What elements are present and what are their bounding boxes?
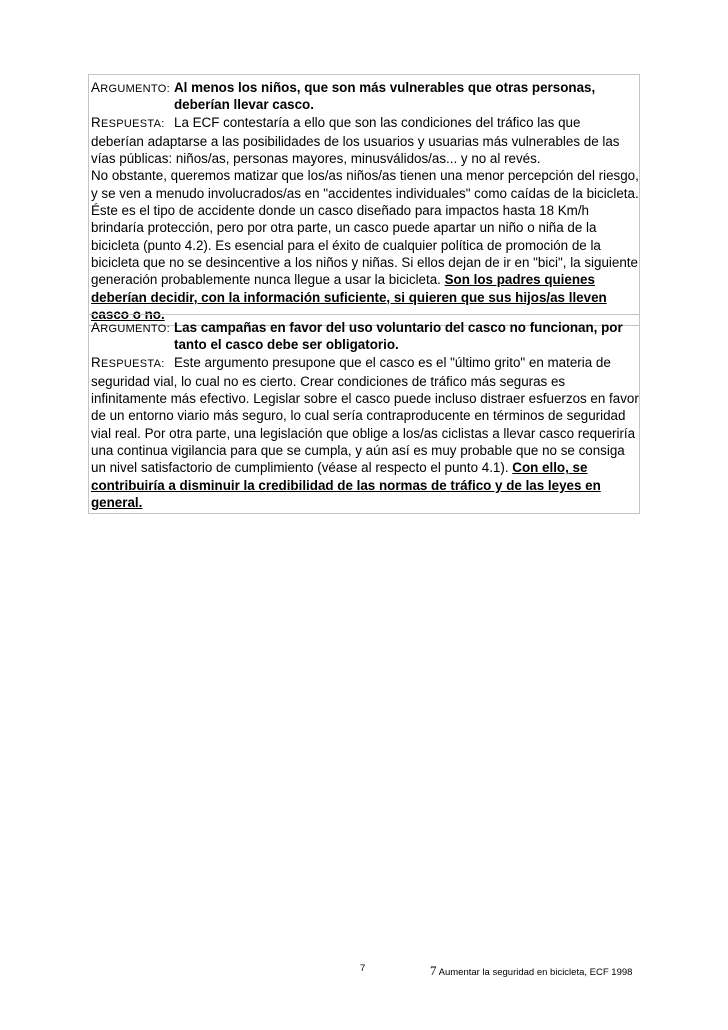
running-number: 7 (430, 963, 437, 978)
argument-line-1: Las campañas en favor del uso voluntario del casco no funcionan, por (174, 320, 623, 335)
response-text: deberían adaptarse a las posibilidades de los usuarios y usuarias más vulnerables de las vías públicas: niños/as, personas mayores, minusválidos/as... y no al revés. (91, 133, 620, 167)
response-first-line: Este argumento presupone que el casco es el "último grito" en materia de (174, 354, 611, 370)
page-number: 7 (360, 963, 366, 974)
emphasis-text: Con ello, se contribuiría a disminuir la credibilidad de las normas de tráfico y de las leyes en general. (91, 460, 601, 510)
paragraph-2-text: No obstante, queremos matizar que los/as niños/as tienen una menor percepción del riesgo, y se ven a menudo involucrados/as en "accidentes individuales" como caídas de la bicicleta. Éste es el tipo de accidente donde un casco diseñado para impactos hasta 18 Km/h brindaría protección, pero por otra parte, un casco puede apartar un niño o niña de la bicicleta (punto 4.2). Es esencial para el éxito de cualquier política de promoción de la bicicleta que no se desincentive a los niños y niñas. Si ellos dejan de ir en "bici", la siguiente generación probablemente nunca llegue a usar la bicicleta. (91, 168, 639, 288)
response-row (91, 114, 639, 133)
argumento-label: ARGUMENTO: (91, 320, 170, 335)
respuesta-label: RESPUESTA: (91, 114, 165, 130)
argument-row (91, 319, 639, 354)
argument-block-1 (88, 74, 640, 326)
response-first-line: La ECF contestaría a ello que son las condiciones del tráfico las que (174, 114, 581, 130)
argument-line-2: deberían llevar casco. (174, 97, 314, 113)
argumento-label: ARGUMENTO: (91, 80, 170, 95)
respuesta-label: RESPUESTA: (91, 354, 165, 370)
running-title: Aumentar la seguridad en bicicleta, ECF 1998 (438, 967, 633, 978)
response-rest: seguridad vial, lo cual no es cierto. Crear condiciones de tráfico más seguras es infinitamente más efectivo. Legislar sobre el casco puede incluso distraer esfuerzos en favor de un entorno viario más seguro, lo cual sería contraproducente en términos de seguridad vial real. Por otra parte, una legislación que oblige a los/as ciclistas a llevar casco requeriría una continua vigilancia para que se cumpla, y aún así es muy probable que no se consiga un nivel satisfactorio de cumplimiento (véase al respecto el punto 4.1). (91, 373, 639, 476)
argument-line-1: Al menos los niños, que son más vulnerables que otras personas, (174, 80, 596, 95)
emphasis-text: Son los padres quienes deberían decidir, con la información suficiente, si quieren que sus hijos/as lleven casco o no. (91, 272, 607, 322)
argument-line-2: tanto el casco debe ser obligatorio. (174, 337, 399, 353)
argument-block-2 (88, 314, 640, 514)
paragraph-2 (91, 167, 639, 323)
response-row (91, 354, 639, 373)
running-footer (430, 963, 632, 979)
response-text (91, 373, 639, 511)
argument-row (91, 79, 639, 114)
